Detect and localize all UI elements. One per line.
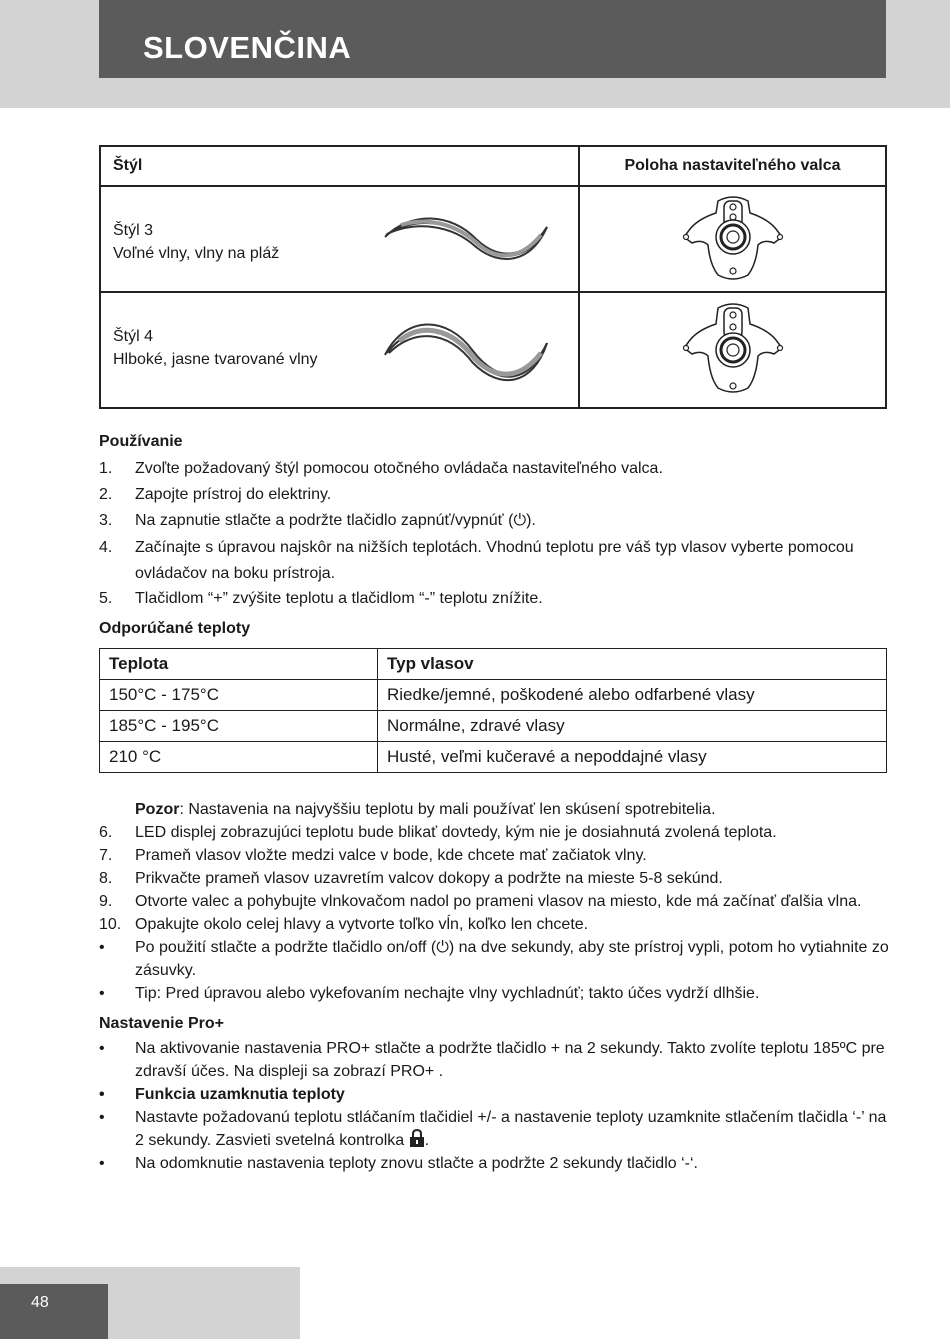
loose-wave-icon [381, 209, 551, 269]
style-description: Hlboké, jasne tvarované vlny [113, 351, 318, 368]
caution-note: Pozor: Nastavenia na najvyššiu teplotu by mali používať len skúsení spotrebitelia. [135, 801, 716, 818]
style-cell [100, 186, 579, 292]
style-table [99, 145, 887, 409]
lock-function-title: Funkcia uzamknutia teploty [135, 1086, 345, 1103]
style-column-header: Štýl [100, 146, 579, 186]
deep-wave-icon [381, 315, 551, 387]
roller-column-header: Poloha nastaviteľného valca [579, 146, 886, 186]
list-item: • Na odomknutie nastavenia teploty znovu stlačte a podržte 2 sekundy tlačidlo ‘-‘. [99, 1155, 698, 1172]
pro-list [99, 1037, 899, 1175]
roller-cell [579, 292, 886, 408]
temp-value: 210 °C [100, 742, 378, 773]
usage-list [99, 457, 899, 613]
style-description: Voľné vlny, vlny na pláž [113, 245, 280, 262]
notes-list [99, 798, 899, 1005]
list-item: • Po použití stlačte a podržte tlačidlo on/off (⏻) na dve sekundy, aby ste prístroj vypli, potom ho vytiahnite zo zásuvky. [99, 939, 889, 979]
list-item: 6. LED displej zobrazujúci teplotu bude blikať dovtedy, kým nie je dosiahnutá zvolená teplota. [99, 824, 777, 841]
table-row [100, 292, 886, 408]
temps-title: Odporúčané teploty [99, 620, 251, 637]
list-item: • Nastavte požadovanú teplotu stláčaním tlačidiel +/- a nastavenie teploty uzamknite stlačením tlačidla ‘-’ na 2 sekundy. Zasvieti svetelná kontrolka . [99, 1109, 887, 1149]
list-item: 3. Na zapnutie stlačte a podržte tlačidlo zapnúť/vypnúť (⏻). [99, 512, 536, 529]
list-item: • Na aktivovanie nastavenia PRO+ stlačte a podržte tlačidlo + na 2 sekundy. Takto zvolíte teplotu 185ºC pre zdravší účes. Na displeji sa zobrazí PRO+ . [99, 1040, 885, 1080]
hair-type: Husté, veľmi kučeravé a nepoddajné vlasy [378, 742, 887, 773]
page-number: 48 [31, 1294, 49, 1311]
hair-type: Riedke/jemné, poškodené alebo odfarbené vlasy [378, 680, 887, 711]
usage-title: Používanie [99, 433, 183, 450]
list-item: 2. Zapojte prístroj do elektriny. [99, 486, 332, 503]
list-item: • Tip: Pred úpravou alebo vykefovaním nechajte vlny vychladnúť; takto účes vydrží dlhšie. [99, 985, 760, 1002]
style-name: Štýl 4 [113, 328, 154, 345]
list-item: 10. Opakujte okolo celej hlavy a vytvorte toľko vĺn, koľko len chcete. [99, 916, 589, 933]
table-row [100, 680, 887, 711]
table-row [100, 186, 886, 292]
hair-type: Normálne, zdravé vlasy [378, 711, 887, 742]
temp-value: 185°C - 195°C [100, 711, 378, 742]
roller-position-icon [678, 193, 788, 285]
style-cell [100, 292, 579, 408]
list-item: 9. Otvorte valec a pohybujte vlnkovačom nadol po prameni vlasov na miesto, kde má začínať ďalšia vlna. [99, 893, 862, 910]
header-box [99, 0, 886, 78]
style-name: Štýl 3 [113, 222, 154, 239]
table-row [100, 711, 887, 742]
roller-cell [579, 186, 886, 292]
hair-column-header: Typ vlasov [378, 649, 887, 680]
table-row [100, 649, 887, 680]
footer-box [0, 1284, 108, 1339]
list-item: 4. Začínajte s úpravou najskôr na nižších teplotách. Vhodnú teplotu pre váš typ vlasov vyberte pomocou ovládačov na boku prístroja. [99, 539, 854, 582]
temp-value: 150°C - 175°C [100, 680, 378, 711]
list-item: • Funkcia uzamknutia teploty [99, 1086, 345, 1103]
temperature-table [99, 648, 887, 773]
temp-column-header: Teplota [100, 649, 378, 680]
list-item: 1. Zvoľte požadovaný štýl pomocou otočného ovládača nastaviteľného valca. [99, 460, 663, 477]
list-item: 7. Prameň vlasov vložte medzi valce v bode, kde chcete mať začiatok vlny. [99, 847, 647, 864]
list-item: 5. Tlačidlom “+” zvýšite teplotu a tlačidlom “-” teplotu znížite. [99, 590, 543, 607]
page-title: SLOVENČINA [143, 30, 352, 65]
table-row [100, 742, 887, 773]
lock-icon [409, 1129, 425, 1147]
list-item: 8. Prikvačte prameň vlasov uzavretím valcov dokopy a podržte na mieste 5-8 sekúnd. [99, 870, 723, 887]
pro-title: Nastavenie Pro+ [99, 1015, 224, 1032]
roller-position-icon [678, 300, 788, 400]
